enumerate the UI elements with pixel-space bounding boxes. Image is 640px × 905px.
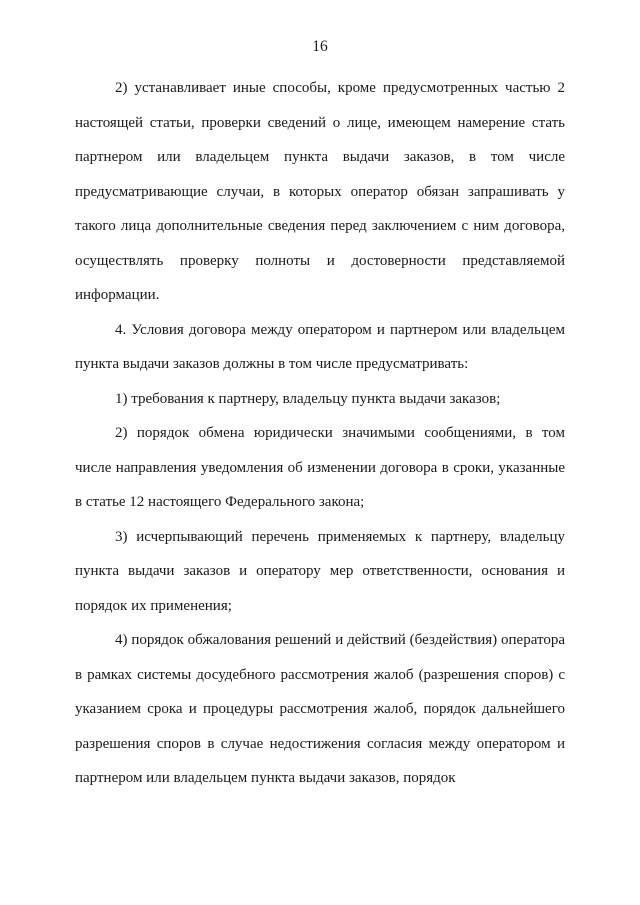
paragraph-clause-4-intro: 4. Условия договора между оператором и партнером или владельцем пункта выдачи заказов должны в том числе предусматривать: <box>75 321 565 372</box>
paragraph-item-3-liability: 3) исчерпывающий перечень применяемых к партнеру, владельцу пункта выдачи заказов и оператору мер ответственности, основания и порядок их применения; <box>75 528 565 614</box>
paragraph-item-4-appeal: 4) порядок обжалования решений и действий (бездействия) оператора в рамках системы досудебного рассмотрения жалоб (разрешения споров) с указанием срока и процедуры рассмотрения жалоб, порядок дальнейшего разрешения споров в случае недостижения согласия между оператором и партнером или владельцем пункта выдачи заказов, порядок <box>75 632 565 786</box>
page-number: 16 <box>312 38 328 55</box>
document-body <box>75 71 565 796</box>
paragraph-item-2-verification: 2) устанавливает иные способы, кроме предусмотренных частью 2 настоящей статьи, проверки сведений о лице, имеющем намерение стать партнером или владельцем пункта выдачи заказов, в том числе предусматривающие случаи, в которых оператор обязан запрашивать у такого лица дополнительные сведения перед заключением с ним договора, осуществлять проверку полноты и достоверности представляемой информации. <box>75 80 565 303</box>
paragraph-item-2-messages: 2) порядок обмена юридически значимыми сообщениями, в том числе направления уведомления об изменении договора в сроки, указанные в статье 12 настоящего Федерального закона; <box>75 425 565 510</box>
paragraph-item-1-requirements: 1) требования к партнеру, владельцу пункта выдачи заказов; <box>115 390 501 407</box>
